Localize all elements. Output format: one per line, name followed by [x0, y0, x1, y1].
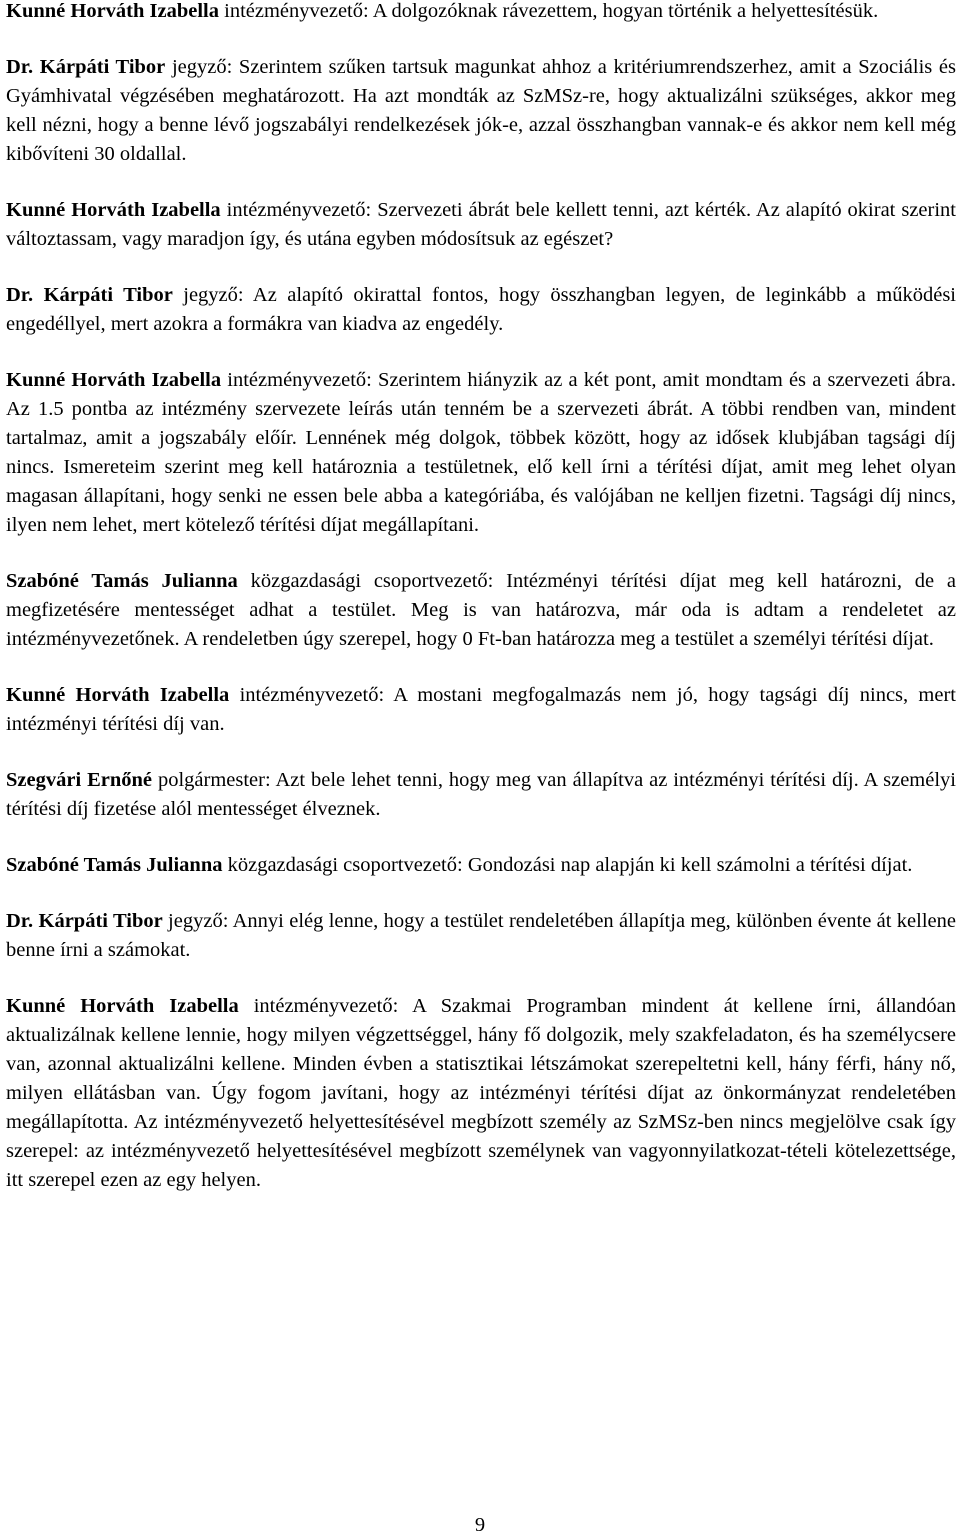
paragraph-8 — [6, 766, 956, 824]
paragraph-6 — [6, 567, 956, 654]
paragraph-2 — [6, 53, 956, 169]
paragraph-text: intézményvezető: A mostani megfogalmazás nem jó, hogy tagsági díj nincs, mert intézményi térítési díj van. — [6, 684, 956, 735]
paragraph-text: polgármester: Azt bele lehet tenni, hogy meg van állapítva az intézményi térítési díj. A személyi térítési díj fizetése alól mentességet élveznek. — [6, 769, 956, 820]
paragraph-1 — [6, 0, 956, 26]
speaker-name: Kunné Horváth Izabella — [6, 995, 239, 1017]
paragraph-7 — [6, 681, 956, 739]
paragraph-5 — [6, 366, 956, 540]
speaker-name: Szegvári Ernőné — [6, 769, 153, 791]
paragraph-3 — [6, 196, 956, 254]
speaker-name: Dr. Kárpáti Tibor — [6, 284, 173, 306]
paragraph-10 — [6, 907, 956, 965]
paragraph-text: intézményvezető: A dolgozóknak rávezettem, hogyan történik a helyettesítésük. — [219, 0, 879, 22]
speaker-name: Kunné Horváth Izabella — [6, 0, 219, 22]
document-page — [6, 0, 956, 1222]
paragraph-text: jegyző: Az alapító okirattal fontos, hogy összhangban legyen, de leginkább a működési engedéllyel, mert azokra a formákra van kiadva az engedély. — [6, 284, 956, 335]
paragraph-text: közgazdasági csoportvezető: Gondozási nap alapján ki kell számolni a térítési díjat. — [222, 854, 913, 876]
speaker-name: Szabóné Tamás Julianna — [6, 570, 238, 592]
speaker-name: Szabóné Tamás Julianna — [6, 854, 223, 876]
paragraph-text: intézményvezető: A Szakmai Programban mindent át kellene írni, állandóan aktualizálnak kellene lennie, hogy milyen végzettséggel, hány fő dolgozik, mely szakfeladaton, és ha személycsere van, azonnal aktualizálni kellene. Minden évben a statisztikai létszámokat szerepeltetni kell, hány férfi, hány nő, milyen ellátásban van. Úgy fogom javítani, hogy az intézményi térítési díjat az önkormányzat rendeletében megállapította. Az intézményvezető helyettesítésével megbízott személy az SzMSz-ben nincs megjelölve csak így szerepel: az intézményvezető helyettesítésével megbízott személynek van vagyonnyilatkozat-tételi kötelezettsége, itt szerepel ezen az egy helyen. — [6, 995, 956, 1191]
paragraph-4 — [6, 281, 956, 339]
paragraph-text: intézményvezető: Szerintem hiányzik az a két pont, amit mondtam és a szervezeti ábra. Az 1.5 pontba az intézmény szervezete leírás után tenném be a szervezeti ábrát. A többi rendben van, mindent tartalmaz, amit a jogszabály előír. Lennének még dolgok, többek között, hogy az idősek klubjában tagsági díj nincs. Ismereteim szerint meg kell határoznia a testületnek, elő kell írni a térítési díjat, amit meg lehet olyan magasan állapítani, hogy senki ne essen bele abba a kategóriába, és valójában ne kelljen fizetni. Tagsági díj nincs, ilyen nem lehet, mert kötelező térítési díjat megállapítani. — [6, 369, 956, 536]
paragraph-9 — [6, 851, 956, 880]
speaker-name: Kunné Horváth Izabella — [6, 199, 221, 221]
paragraph-text: jegyző: Annyi elég lenne, hogy a testület rendeletében állapítja meg, különben évente át kellene benne írni a számokat. — [6, 910, 956, 961]
speaker-name: Kunné Horváth Izabella — [6, 684, 230, 706]
paragraph-text: közgazdasági csoportvezető: Intézményi térítési díjat meg kell határozni, de a megfizetésére mentességet adhat a testület. Meg is van határozva, már oda is adtam a rendeletet az intézményvezetőnek. A rendeletben úgy szerepel, hogy 0 Ft-ban határozza meg a testület a személyi térítési díjat. — [6, 570, 956, 650]
speaker-name: Kunné Horváth Izabella — [6, 369, 222, 391]
paragraph-text: jegyző: Szerintem szűken tartsuk magunkat ahhoz a kritériumrendszerhez, amit a Szociális és Gyámhivatal végzésében meghatározott. Ha azt mondták az SzMSz-re, hogy aktualizálni szükséges, akkor meg kell nézni, hogy a benne lévő jogszabályi rendelkezések jók-e, azzal összhangban vannak-e és akkor nem kell még kibővíteni 30 oldallal. — [6, 56, 957, 165]
speaker-name: Dr. Kárpáti Tibor — [6, 56, 166, 78]
page-number: 9 — [474, 1514, 486, 1536]
paragraph-11 — [6, 992, 956, 1195]
paragraph-text: intézményvezető: Szervezeti ábrát bele kellett tenni, azt kérték. Az alapító okirat szerint változtassam, vagy maradjon így, és utána egyben módosítsuk az egészet? — [6, 199, 956, 250]
speaker-name: Dr. Kárpáti Tibor — [6, 910, 163, 932]
